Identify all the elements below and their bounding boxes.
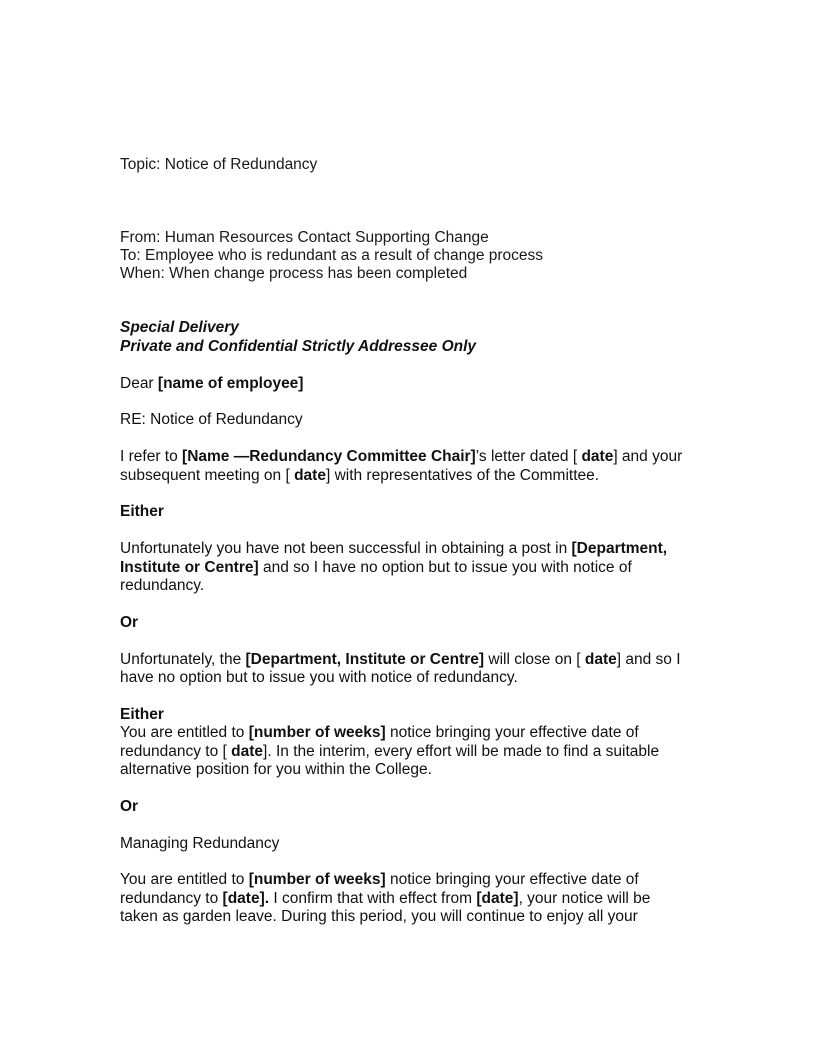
managing-redundancy: Managing Redundancy [120,835,280,852]
when-line: When: When change process has been completed [120,265,468,282]
text: notice bringing your effective date of [385,871,639,888]
para-refer-line2 [120,467,599,485]
topic-line: Topic: Notice of Redundancy [120,156,318,173]
private-confidential: Private and Confidential Strictly Addressee Only [120,338,477,355]
para-garden-line2 [120,890,650,908]
chair-placeholder: [Name —Redundancy Committee Chair] [182,448,476,465]
para-garden-line1 [120,871,639,889]
text: ]. In the interim, every effort will be made to find a suitable [263,743,660,760]
text: I confirm that with effect from [269,890,477,907]
salutation-prefix: Dear [120,375,158,392]
salutation [120,375,303,393]
either-heading-2: Either [120,706,164,723]
text: Unfortunately you have not been successful in obtaining a post in [120,540,572,557]
text: subsequent meeting on [ [120,467,295,484]
to-line: To: Employee who is redundant as a result of change process [120,247,544,264]
text: ] and your [613,448,683,465]
department-placeholder: [Department, [571,540,668,557]
date-placeholder: date [294,467,326,484]
text: Unfortunately, the [120,651,246,668]
re-line: RE: Notice of Redundancy [120,411,303,428]
para-entitled-line2 [120,743,659,761]
para-unsuccessful-line1 [120,540,667,558]
date-placeholder: date [581,448,614,465]
department-placeholder: Institute or Centre] [120,559,259,576]
text: You are entitled to [120,724,249,741]
text: ] with representatives of the Committee. [325,467,600,484]
from-line: From: Human Resources Contact Supporting Change [120,229,489,246]
text: and so I have no option but to issue you with notice of [258,559,632,576]
para-entitled-line1 [120,724,639,742]
date-placeholder: date [231,743,264,760]
department-placeholder: [Department, Institute or Centre] [245,651,485,668]
para-close-line2: have no option but to issue you with notice of redundancy. [120,669,518,686]
text: redundancy to [ [120,743,232,760]
text: redundancy to [120,890,223,907]
weeks-placeholder: [number of weeks] [248,724,386,741]
para-unsuccessful-line3: redundancy. [120,577,205,594]
text: ’s letter dated [ [475,448,582,465]
text: ] and so I [616,651,681,668]
para-refer-line1 [120,448,682,466]
text: I refer to [120,448,183,465]
either-heading: Either [120,503,164,520]
special-delivery: Special Delivery [120,319,239,336]
date-placeholder: [date]. [222,890,270,907]
weeks-placeholder: [number of weeks] [248,871,386,888]
date-placeholder: [date] [476,890,519,907]
para-unsuccessful-line2 [120,559,632,577]
text: You are entitled to [120,871,249,888]
text: will close on [ [484,651,585,668]
date-placeholder: date [584,651,617,668]
text: notice bringing your effective date of [385,724,639,741]
text: , your notice will be [518,890,651,907]
para-garden-line3: taken as garden leave. During this period, you will continue to enjoy all your [120,908,638,925]
or-heading: Or [120,614,139,631]
or-heading-2: Or [120,798,139,815]
para-entitled-line3: alternative position for you within the College. [120,761,432,778]
para-close-line1 [120,651,681,669]
employee-name-placeholder: [name of employee] [157,375,304,392]
